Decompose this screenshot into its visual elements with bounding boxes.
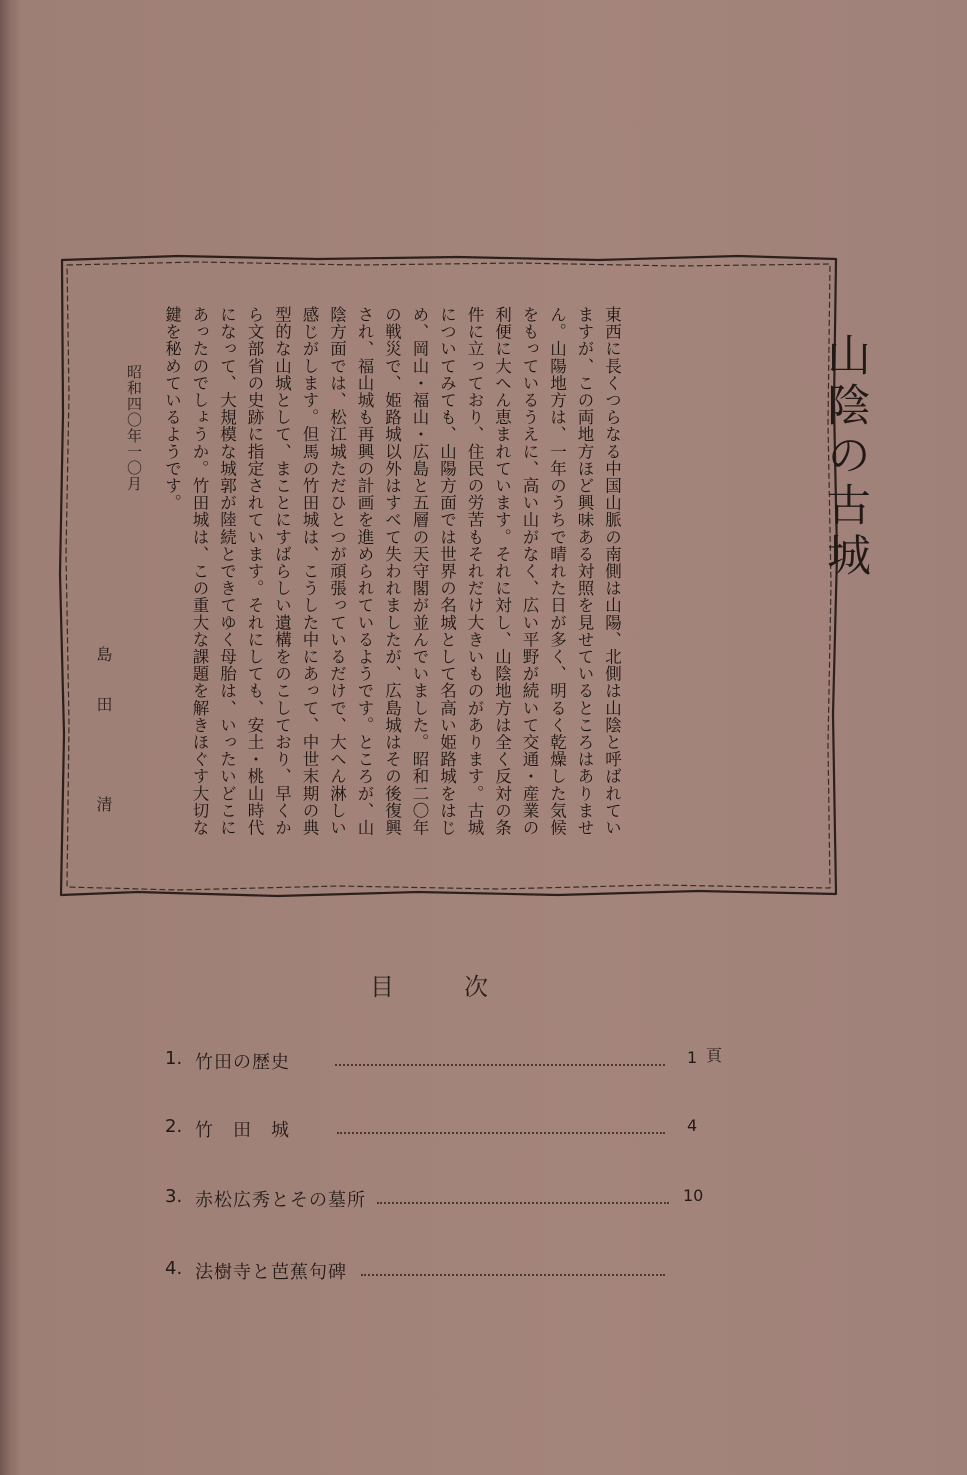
toc-page-unit: 頁 [706, 1046, 723, 1065]
toc-item[interactable] [165, 1258, 705, 1288]
essay-title: 山陰の古城 [819, 332, 870, 582]
toc-item-page: 1 [687, 1048, 698, 1067]
toc-item-number: 2. [165, 1116, 183, 1137]
toc-item-page: 10 [683, 1186, 704, 1205]
essay-paragraph: 東西に長くつらなる中国山脈の南側は山陽、北側は山陰と呼ばれていますが、この両地方ほど興味ある対照を見せているところはありません。山陽地方は、一年のうちで晴れた日が多く、明るく乾燥した気候をもっているうえに、高い山がなく、広い平野が続いて交通・産業の利便に大へん恵まれています。それに対し、山陰地方は全く反対の条件に立っており、住民の労苦もそれだけ大きいものがあります。古城についてみても、山陽方面では世界の名城として名高い姫路城をはじめ、岡山・福山・広島と五層の天守閣が並んでいました。昭和二〇年の戦災で、姫路城以外はすべて失われましたが、広島城はその後復興され、福山城も再興の計画を進められているようです。ところが、山陰方面では、松江城ただひとつが頑張っているだけで、大へん淋しい感じがします。但馬の竹田城は、こうした中にあって、中世末期の典型的な山城として、まことにすばらしい遺構をのこしており、早くから文部省の史跡に指定されています。それにしても、安土・桃山時代になって、大規模な城郭が陸続とできてゆく母胎は、いったいどこにあったのでしょうか。竹田城は、この重大な課題を解きほぐす大切な鍵を秘めているようです。 [162, 306, 622, 837]
toc-item-label: 法樹寺と芭蕉句碑 [195, 1262, 347, 1283]
toc-leader-dots [337, 1132, 665, 1134]
toc-item-label: 竹田の歴史 [195, 1052, 290, 1073]
toc-item-number: 4. [165, 1258, 183, 1279]
toc-item[interactable] [165, 1186, 705, 1216]
toc-title: 目次 [370, 973, 558, 1001]
essay-body [158, 306, 626, 846]
preface-frame [58, 254, 870, 898]
toc-item-page: 4 [687, 1116, 698, 1135]
toc-leader-dots [377, 1202, 669, 1204]
toc-item[interactable] [165, 1116, 705, 1146]
essay-author: 島田 清 [94, 646, 113, 846]
toc-leader-dots [361, 1274, 665, 1276]
toc-item-number: 1. [165, 1048, 183, 1069]
essay-date: 昭和四〇年一〇月 [125, 364, 143, 492]
toc-leader-dots [335, 1064, 665, 1066]
toc-item-label: 赤松広秀とその墓所 [195, 1190, 366, 1211]
toc-item-label: 竹 田 城 [195, 1120, 290, 1141]
toc-item[interactable] [165, 1048, 705, 1078]
toc-item-number: 3. [165, 1186, 183, 1207]
